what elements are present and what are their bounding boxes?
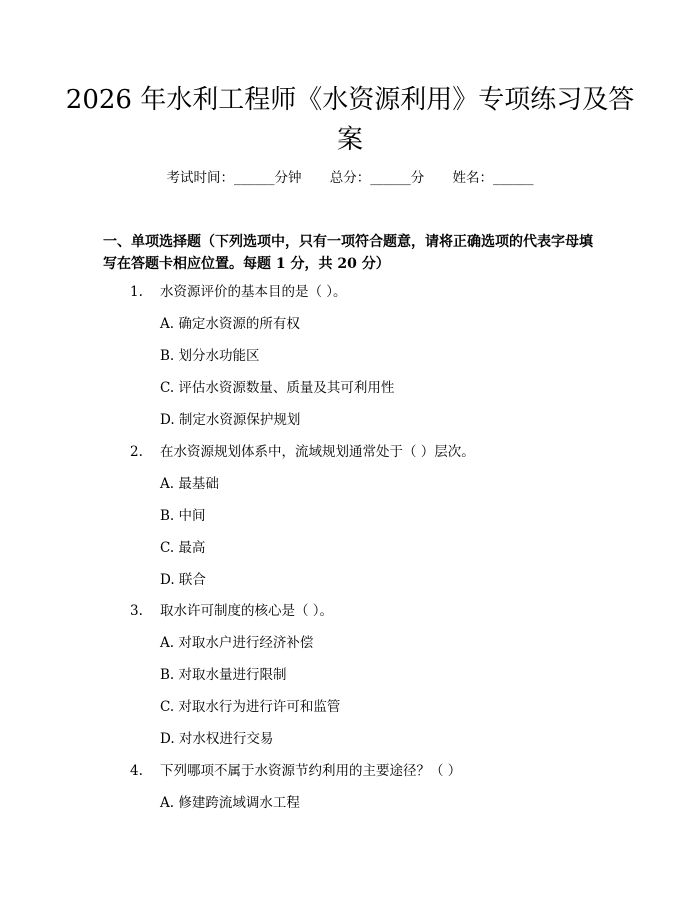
student-name-field: 姓名：______ (452, 170, 534, 186)
answer-option: B. 划分水功能区 (160, 348, 260, 364)
question-text: 下列哪项不属于水资源节约利用的主要途径？（ ） (160, 763, 462, 779)
question-number: 4. (130, 763, 143, 779)
answer-option: B. 中间 (160, 508, 206, 524)
answer-option: C. 对取水行为进行许可和监管 (160, 699, 341, 715)
question-number: 3. (130, 603, 143, 619)
section-heading: 一、单项选择题（下列选项中，只有一项符合题意，请将正确选项的代表字母填写在答题卡相应位置。每题 1 分，共 20 分） (103, 234, 593, 272)
question-text: 在水资源规划体系中，流域规划通常处于（ ）层次。 (160, 444, 475, 460)
question-number: 1. (130, 284, 143, 300)
answer-option: A. 确定水资源的所有权 (160, 316, 300, 332)
answer-option: C. 评估水资源数量、质量及其可利用性 (160, 380, 395, 396)
answer-option: C. 最高 (160, 540, 206, 556)
answer-option: D. 对水权进行交易 (160, 731, 274, 747)
exam-info-row (0, 169, 700, 187)
answer-option: D. 制定水资源保护规划 (160, 412, 301, 428)
total-score-field: 总分：______分 (329, 170, 425, 186)
exam-time-field: 考试时间：______分钟 (166, 170, 302, 186)
answer-option: B. 对取水量进行限制 (160, 667, 287, 683)
question-text: 取水许可制度的核心是（ ）。 (160, 603, 334, 619)
answer-option: A. 最基础 (160, 476, 219, 492)
question-number: 2. (130, 444, 143, 460)
answer-option: A. 对取水户进行经济补偿 (160, 635, 314, 651)
question-text: 水资源评价的基本目的是（ ）。 (160, 284, 347, 300)
document-title: 2026 年水利工程师《水资源利用》专项练习及答案 (65, 85, 635, 155)
answer-option: A. 修建跨流域调水工程 (160, 795, 300, 811)
answer-option: D. 联合 (160, 572, 206, 588)
